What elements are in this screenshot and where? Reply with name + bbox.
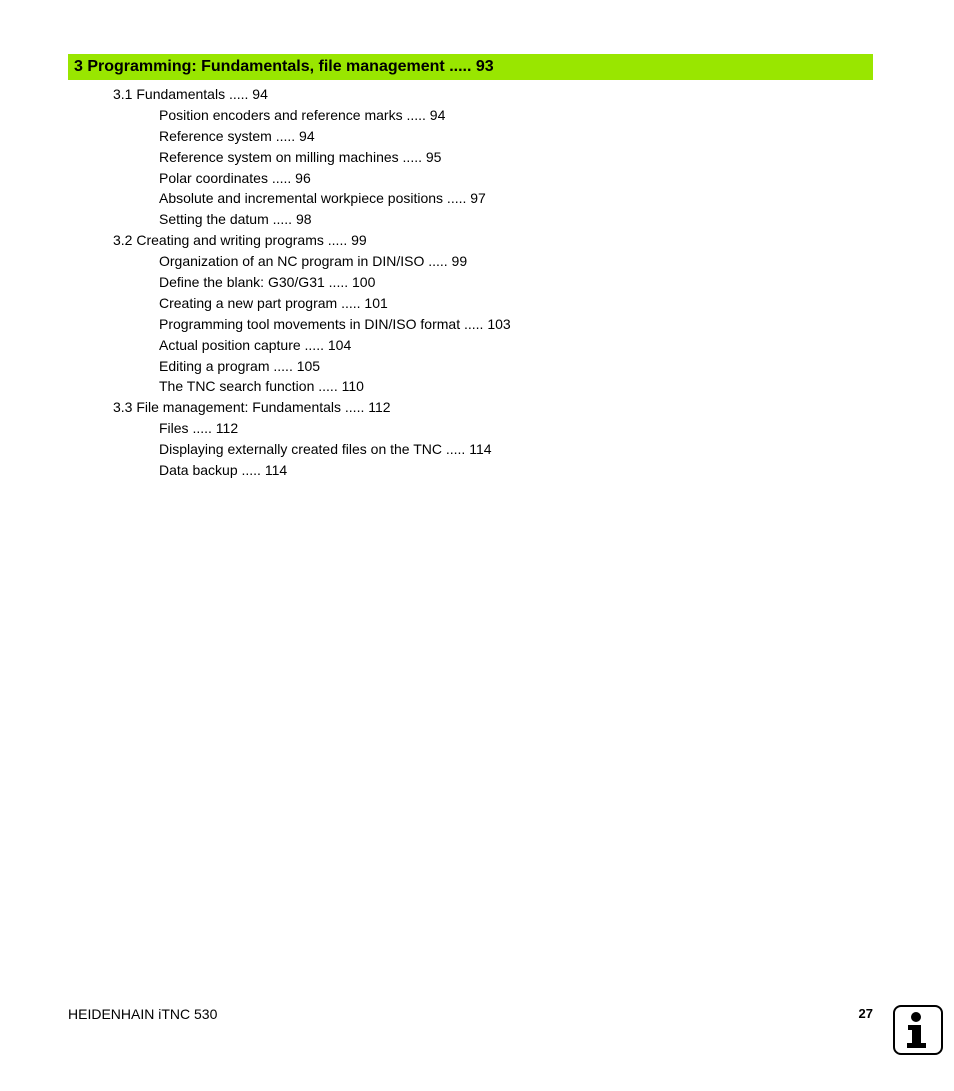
toc-subsection-entry[interactable]: Actual position capture ..... 104 — [159, 336, 352, 353]
toc-subsection-entry[interactable]: Organization of an NC program in DIN/ISO ..... 99 — [159, 253, 468, 270]
toc-subsection-entry[interactable]: Setting the datum ..... 98 — [159, 211, 312, 228]
toc-subsection-entry[interactable]: Reference system ..... 94 — [159, 127, 315, 144]
toc-subsection-entry[interactable]: Reference system on milling machines ..... 95 — [159, 148, 442, 165]
toc-subsection-entry[interactable]: Data backup ..... 114 — [159, 462, 288, 479]
chapter-heading-bar — [68, 54, 873, 80]
toc-subsection-entry[interactable]: The TNC search function ..... 110 — [159, 378, 364, 395]
table-of-contents — [0, 84, 954, 481]
toc-subsection-entry[interactable]: Polar coordinates ..... 96 — [159, 169, 311, 186]
toc-subsection-entry[interactable]: Programming tool movements in DIN/ISO format ..... 103 — [159, 315, 511, 332]
toc-subsection-entry[interactable]: Position encoders and reference marks ..... 94 — [159, 106, 446, 123]
page-number: 27 — [858, 1006, 873, 1021]
info-icon — [893, 1005, 943, 1055]
toc-subsection-entry[interactable]: Absolute and incremental workpiece positions ..... 97 — [159, 190, 486, 207]
toc-section-entry[interactable]: 3.2 Creating and writing programs ..... 99 — [113, 232, 367, 249]
toc-subsection-entry[interactable]: Define the blank: G30/G31 ..... 100 — [159, 274, 376, 291]
toc-subsection-entry[interactable]: Creating a new part program ..... 101 — [159, 294, 388, 311]
chapter-title: 3 Programming: Fundamentals, file management ..... 93 — [74, 58, 494, 75]
toc-section-entry[interactable]: 3.1 Fundamentals ..... 94 — [113, 86, 268, 102]
toc-section-entry[interactable]: 3.3 File management: Fundamentals ..... 112 — [113, 399, 391, 416]
toc-subsection-entry[interactable]: Displaying externally created files on the TNC ..... 114 — [159, 441, 492, 458]
footer-product-name: HEIDENHAIN iTNC 530 — [68, 1006, 218, 1022]
toc-subsection-entry[interactable]: Files ..... 112 — [159, 420, 239, 437]
toc-subsection-entry[interactable]: Editing a program ..... 105 — [159, 357, 321, 374]
